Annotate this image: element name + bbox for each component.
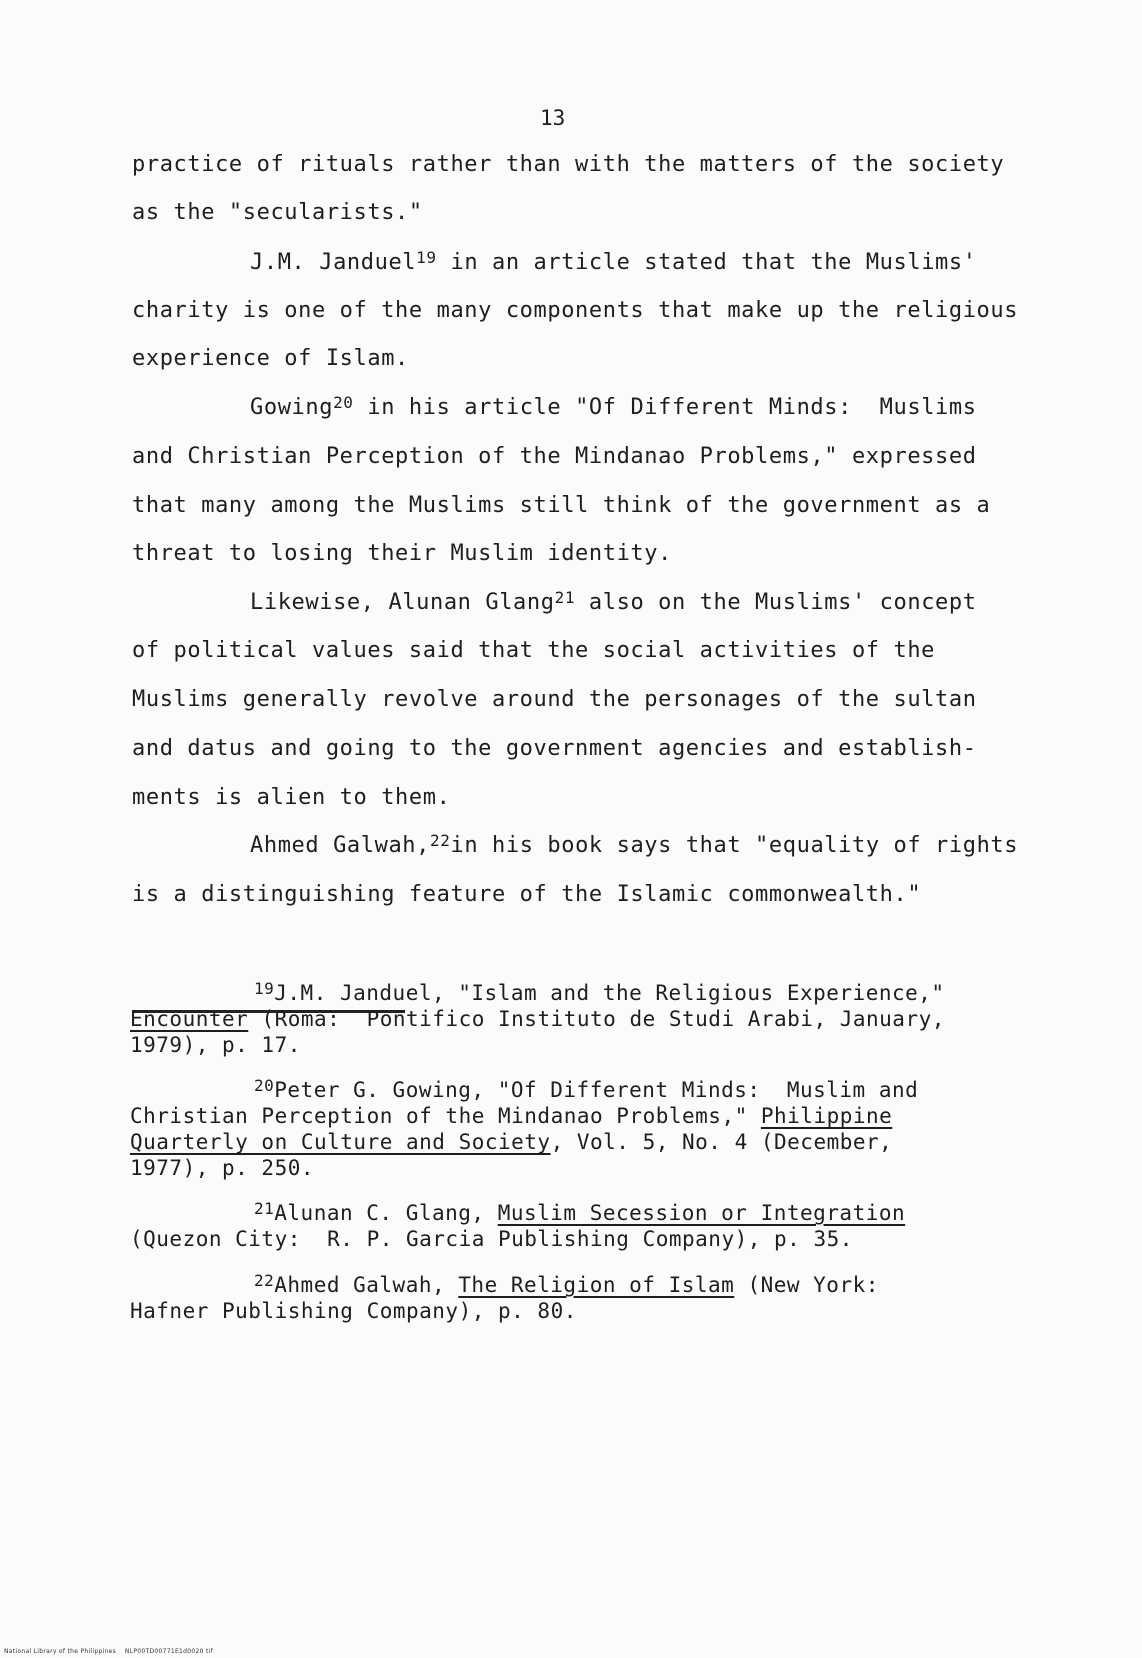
body-line: ments is alien to them.: [132, 785, 451, 810]
body-line: Muslims generally revolve around the personages of the sultan: [132, 687, 977, 712]
body-line: Likewise, Alunan Glang$^{21}$ also on the Muslims' concept: [250, 588, 977, 615]
body-line: and Christian Perception of the Mindanao Problems," expressed: [132, 444, 977, 469]
footnote-20-line: 1977), p. 250.: [130, 1156, 315, 1180]
footnote-ref-19: 19: [416, 248, 437, 267]
body-line: J.M. Janduel$^{19}$ in an article stated that the Muslims': [250, 248, 977, 275]
body-line: of political values said that the social activities of the: [132, 638, 936, 663]
footnote-ref-22: 22: [430, 831, 451, 850]
footnote-20: $^{20}$Peter G. Gowing, "Of Different Minds: Muslim and: [254, 1076, 919, 1102]
body-line: charity is one of the many components that make up the religious: [132, 298, 1019, 323]
footnote-19: $^{19}$J.M. Janduel, "Islam and the Religious Experience,": [254, 979, 945, 1005]
footnote-22-line: Hafner Publishing Company), p. 80.: [130, 1299, 577, 1323]
body-line: threat to losing their Muslim identity.: [132, 541, 672, 566]
footnote-21-line: (Quezon City: R. P. Garcia Publishing Company), p. 35.: [130, 1227, 853, 1251]
footnote-21: $^{21}$Alunan C. Glang, Muslim Secession or Integration: [254, 1199, 906, 1225]
body-line: and datus and going to the government agencies and establish-: [132, 736, 977, 761]
footnote-ref-20: 20: [333, 393, 354, 412]
body-line: Ahmed Galwah,$^{22}$in his book says that "equality of rights: [250, 831, 1019, 858]
body-line: experience of Islam.: [132, 346, 409, 371]
footnote-22: $^{22}$Ahmed Galwah, The Religion of Islam (New York:: [254, 1271, 879, 1297]
footnote-20-line: Christian Perception of the Mindanao Problems," Philippine: [130, 1104, 893, 1128]
body-line: is a distinguishing feature of the Islamic commonwealth.": [132, 882, 922, 907]
body-line: as the "secularists.": [132, 200, 423, 225]
footnote-19-line: Encounter (Roma: Pontifico Instituto de Studi Arabi, January,: [130, 1007, 945, 1031]
archive-stamp: National Library of the Philippines NLP00TD00771E1d0020 tif: [4, 1648, 213, 1655]
footnote-ref-21: 21: [554, 588, 576, 607]
body-line: that many among the Muslims still think of the government as a: [132, 493, 991, 518]
footnote-20-line: Quarterly on Culture and Society, Vol. 5, No. 4 (December,: [130, 1130, 893, 1154]
body-line: practice of rituals rather than with the matters of the society: [132, 152, 1005, 177]
footnote-19-line: 1979), p. 17.: [130, 1033, 301, 1057]
body-line: Gowing$^{20}$ in his article "Of Different Minds: Muslims: [250, 393, 977, 420]
page-number: 13: [540, 106, 566, 130]
